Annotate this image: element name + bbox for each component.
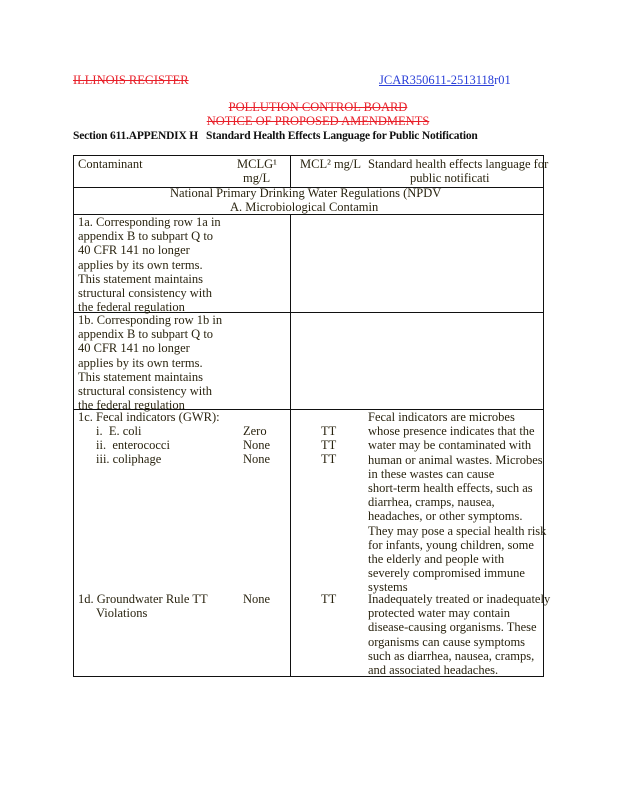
header-mclg: MCLG¹: [237, 157, 277, 171]
row-1d-title: 1d. Groundwater Rule TT: [78, 592, 208, 606]
indicator-mcl: TT: [321, 452, 337, 467]
row-1b-line: structural consistency with: [78, 384, 212, 398]
row-1d-effects-line: protected water may contain: [368, 606, 510, 621]
row-1c-effects-line: They may pose a special health risk: [368, 523, 547, 538]
row-1a-line: structural consistency with: [78, 286, 212, 300]
jcar-link[interactable]: JCAR350611-2513118: [379, 73, 495, 87]
indicator-name: ii. enterococci: [96, 438, 170, 453]
row-1c-effects-line: water may be contaminated with: [368, 438, 532, 453]
row-1d-mclg: None: [243, 592, 271, 606]
row-1d-effects-line: disease-causing organisms. These: [368, 620, 537, 635]
row-1d-effects-line: and associated headaches.: [368, 663, 499, 677]
row-1b-line: applies by its own terms.: [78, 355, 203, 370]
indicator-name: iii. coliphage: [96, 452, 162, 467]
row-1b-line: This statement maintains: [78, 369, 203, 384]
row-1c-effects-line: diarrhea, cramps, nausea,: [368, 495, 495, 510]
row-1a-line: the federal regulation: [78, 300, 185, 315]
jcar-id: [379, 73, 511, 87]
row-1d-effects-line: organisms can cause symptoms: [368, 634, 526, 649]
row-1c-effects-line: headaches, or other symptoms.: [368, 509, 523, 524]
row-1d-mcl: TT: [321, 592, 337, 606]
row-1d-title-2: Violations: [96, 606, 148, 620]
row-1b-line: the federal regulation: [78, 398, 185, 413]
row-1b-line: 1b. Corresponding row 1b in: [78, 313, 223, 327]
section-heading: Section 611.APPENDIX H Standard Health Effects Language for Public Notification: [73, 130, 478, 142]
row-1c-effects-line: in these wastes can cause: [368, 466, 495, 481]
header-effects: Standard health effects language for: [368, 157, 549, 171]
row-1c-effects-line: Fecal indicators are microbes: [368, 410, 515, 424]
header-mclg-unit: mg/L: [243, 171, 271, 185]
row-1c-effects-line: the elderly and people with: [368, 552, 505, 566]
row-1b-line: 40 CFR 141 no longer: [78, 341, 190, 356]
header-contaminant: Contaminant: [78, 157, 143, 171]
row-1b-line: appendix B to subpart Q to: [78, 327, 214, 342]
row-1c-effects-line: severely compromised immune: [368, 566, 525, 581]
row-1c-effects-line: short-term health effects, such as: [368, 481, 533, 495]
row-1a-line: applies by its own terms.: [78, 257, 203, 272]
jcar-suffix: r01: [494, 73, 511, 87]
indicator-mclg: Zero: [243, 424, 267, 438]
row-1c-effects-line: whose presence indicates that the: [368, 424, 535, 439]
row-1a-line: 40 CFR 141 no longer: [78, 243, 190, 258]
row-1a-line: 1a. Corresponding row 1a in: [78, 215, 221, 229]
npdwr-heading: National Primary Drinking Water Regulations (NPDV: [170, 186, 442, 200]
indicator-name: i. E. coli: [96, 424, 142, 438]
indicator-mcl: TT: [321, 438, 337, 453]
indicator-mclg: None: [243, 452, 271, 467]
header-mcl: MCL² mg/L: [300, 157, 362, 171]
agency-title: POLLUTION CONTROL BOARD: [228, 100, 408, 114]
row-1d-effects-line: such as diarrhea, nausea, cramps,: [368, 648, 535, 663]
row-1c-effects-line: human or animal wastes. Microbes: [368, 452, 543, 467]
register-header: ILLINOIS REGISTER: [73, 73, 189, 87]
row-1a-line: appendix B to subpart Q to: [78, 229, 214, 244]
header-effects-2: public notificati: [410, 171, 490, 185]
row-1a-line: This statement maintains: [78, 271, 203, 286]
microbiological-heading: A. Microbiological Contamin: [230, 200, 379, 214]
row-1c-effects-line: systems: [368, 580, 408, 595]
notice-title: NOTICE OF PROPOSED AMENDMENTS: [206, 114, 430, 128]
row-1c-title: 1c. Fecal indicators (GWR):: [78, 410, 220, 424]
row-1d-effects-line: Inadequately treated or inadequately: [368, 592, 551, 606]
row-1c-effects-line: for infants, young children, some: [368, 537, 534, 552]
indicator-mcl: TT: [321, 424, 337, 438]
indicator-mclg: None: [243, 438, 271, 453]
